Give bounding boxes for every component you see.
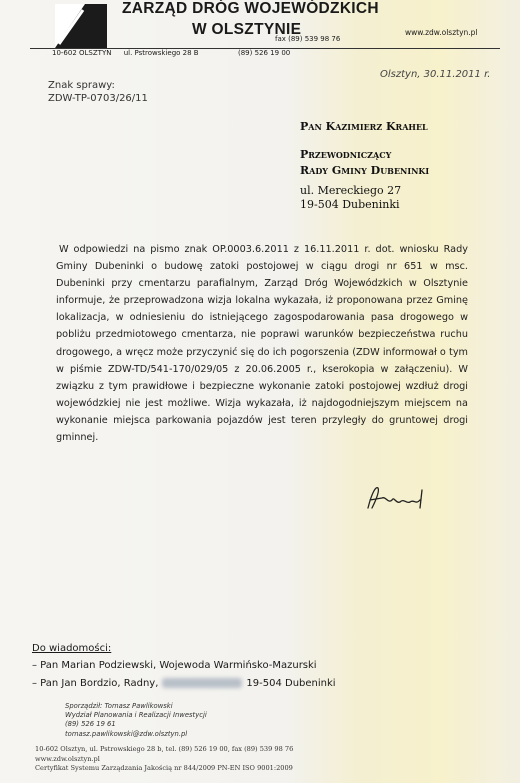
org-logo bbox=[55, 4, 107, 48]
prepared-by-dept: Wydział Planowania i Realizacji Inwestycji bbox=[65, 711, 207, 719]
prepared-by-phone: (89) 526 19 61 bbox=[65, 720, 116, 728]
org-fax: fax (89) 539 98 76 bbox=[275, 35, 341, 43]
cc-heading: Do wiadomości: bbox=[32, 643, 112, 654]
footer-certificate: Certyfikat Systemu Zarządzania Jakością nr 844/2009 PN-EN ISO 9001:2009 bbox=[35, 764, 293, 772]
recipient-name: Pan Kazimierz Krahel bbox=[300, 120, 428, 133]
cc-recipient-2 bbox=[32, 678, 336, 689]
recipient-title-1: Przewodniczący bbox=[300, 148, 392, 161]
cc-recipient-1: – Pan Marian Podziewski, Wojewoda Warmińsko-Mazurski bbox=[32, 660, 317, 671]
redacted-text bbox=[162, 678, 242, 688]
org-postal: 10-602 OLSZTYN bbox=[52, 49, 112, 57]
org-phone: (89) 526 19 00 bbox=[238, 49, 291, 57]
cc-recipient-2-name: – Pan Jan Bordzio, Radny, bbox=[32, 678, 159, 689]
recipient-title-2: Rady Gminy Dubeninki bbox=[300, 164, 430, 177]
letter-date: Olsztyn, 30.11.2011 r. bbox=[380, 69, 491, 80]
body-paragraph: W odpowiedzi na pismo znak OP.0003.6.2011 z 16.11.2011 r. dot. wniosku Rady Gminy Dubeninki o budowę zatoki postojowej w ciągu drogi nr 651 w msc. Dubeninki przy cmentarzu parafialnym, Zarząd Dróg Wojewódzkich w Olsztynie informuje, że przeprowadzona wizja lokalna wykazała, iż proponowana przez Gminę lokalizacja, w odniesieniu do istniejącego zagospodarowania pasa drogowego w pobliżu przedmiotowego cmentarza, nie poprawi warunków bezpieczeństwa ruchu drogowego, a wręcz może przyczynić się do ich pogorszenia (ZDW informował o tym w piśmie ZDW-TD/541-170/029/05 z 20.06.2005 r., kserokopia w załączeniu). W związku z tym prawidłowe i bezpieczne wykonanie zatoki postojowej wzdłuż drogi wojewódzkiej nie jest możliwe. Wizja wykazała, iż najdogodniejszym miejscem na wykonanie miejsca parkowania pojazdów jest teren przyległy do gruntowej drogi gminnej. bbox=[56, 244, 468, 444]
org-website: www.zdw.olsztyn.pl bbox=[405, 28, 478, 37]
footer-address: 10-602 Olsztyn, ul. Pstrowskiego 28 b, tel. (89) 526 19 00, fax (89) 539 98 76 bbox=[35, 745, 294, 753]
org-address bbox=[52, 49, 209, 57]
prepared-by-email: tomasz.pawlikowski@zdw.olsztyn.pl bbox=[65, 730, 188, 738]
handwritten-signature bbox=[360, 482, 450, 512]
org-name-line2: W OLSZTYNIE bbox=[192, 21, 302, 38]
footer-website: www.zdw.olsztyn.pl bbox=[35, 755, 100, 763]
prepared-by-name: Sporządził: Tomasz Pawlikowski bbox=[65, 702, 173, 710]
reference-label: Znak sprawy: bbox=[48, 80, 115, 91]
reference-number: ZDW-TP-0703/26/11 bbox=[48, 93, 148, 104]
org-street: ul. Pstrowskiego 28 B bbox=[123, 49, 199, 57]
recipient-street: ul. Mereckiego 27 bbox=[300, 184, 402, 197]
recipient-city: 19-504 Dubeninki bbox=[300, 198, 400, 211]
cc-recipient-2-city: 19-504 Dubeninki bbox=[246, 678, 336, 689]
org-name-line1: ZARZĄD DRÓG WOJEWÓDZKICH bbox=[122, 0, 379, 17]
letter-body bbox=[56, 241, 468, 446]
